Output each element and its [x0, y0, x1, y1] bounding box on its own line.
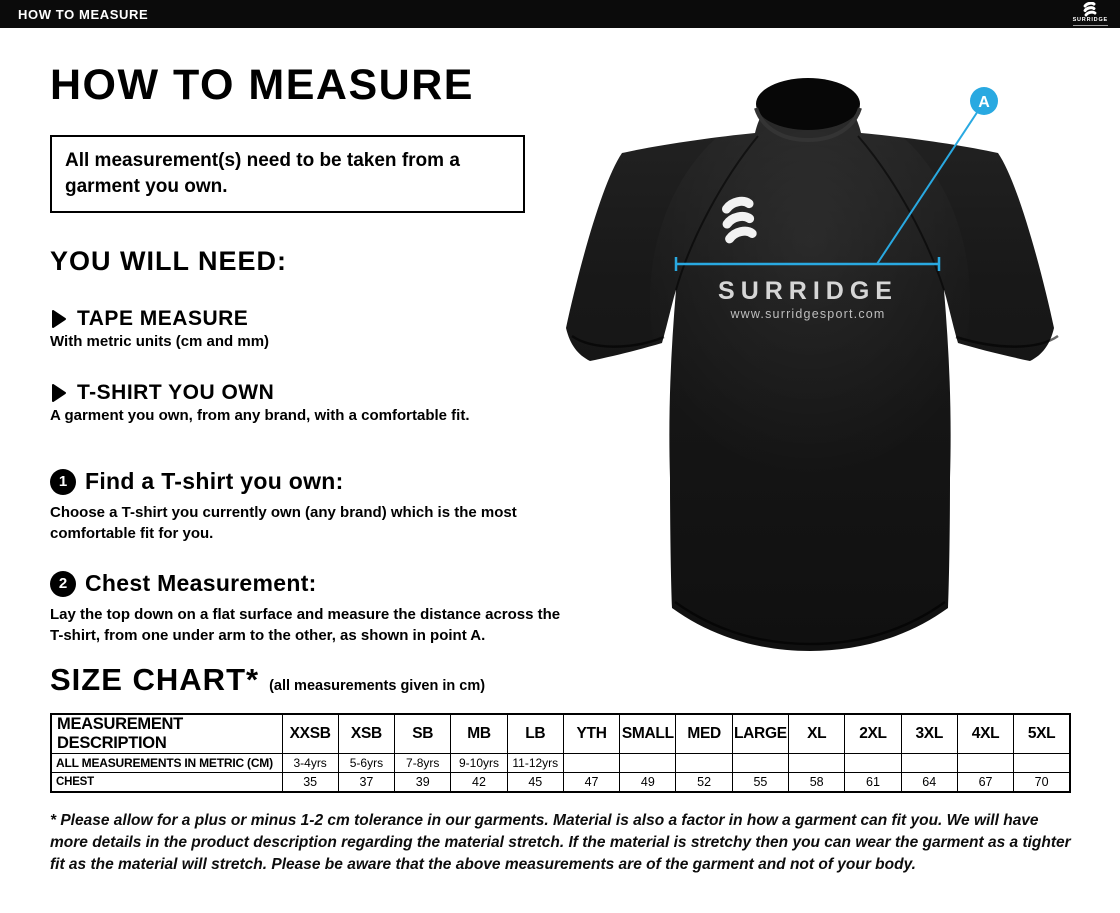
- need-item-description: A garment you own, from any brand, with a comfortable fit.: [50, 407, 470, 425]
- size-chart-table: [50, 713, 1071, 793]
- point-a-label: A: [978, 94, 990, 111]
- step-description: Lay the top down on a flat surface and measure the distance across the T-shirt, from one under arm to the other, as shown in point A.: [50, 606, 561, 645]
- collar-opening: [756, 78, 860, 130]
- size-value-cell: 3-4yrs: [282, 754, 338, 773]
- size-column-header: 3XL: [901, 714, 957, 754]
- size-value-cell: 42: [451, 773, 507, 792]
- size-value-cell: 49: [620, 773, 676, 792]
- size-value-cell: [1014, 754, 1070, 773]
- size-chart-heading: SIZE CHART*: [50, 662, 260, 697]
- size-value-cell: 58: [789, 773, 845, 792]
- step-number-badge: 1: [50, 469, 76, 495]
- surridge-logo-text: SURRIDGE: [1073, 18, 1108, 26]
- size-value-cell: [845, 754, 901, 773]
- size-value-cell: [789, 754, 845, 773]
- tshirt-illustration: [562, 50, 1068, 668]
- size-value-cell: 55: [732, 773, 788, 792]
- size-column-header: LB: [507, 714, 563, 754]
- need-item-tshirt: [50, 381, 575, 424]
- top-bar: [0, 0, 1120, 28]
- size-value-cell: 70: [1014, 773, 1070, 792]
- step-number-badge: 2: [50, 571, 76, 597]
- step-title: Chest Measurement:: [85, 570, 317, 597]
- size-value-cell: [732, 754, 788, 773]
- measurement-description-header: MEASUREMENT DESCRIPTION: [51, 714, 282, 754]
- table-header-row: [51, 714, 1070, 754]
- size-value-cell: 11-12yrs: [507, 754, 563, 773]
- size-value-cell: 45: [507, 773, 563, 792]
- size-column-header: XL: [789, 714, 845, 754]
- size-value-cell: [901, 754, 957, 773]
- top-bar-title: HOW TO MEASURE: [18, 6, 149, 22]
- need-item-description: With metric units (cm and mm): [50, 333, 270, 351]
- size-value-cell: 47: [563, 773, 619, 792]
- size-value-cell: 39: [395, 773, 451, 792]
- size-column-header: SMALL: [620, 714, 676, 754]
- size-value-cell: 52: [676, 773, 732, 792]
- need-item-tape-measure: [50, 307, 575, 350]
- size-column-header: XXSB: [282, 714, 338, 754]
- table-row: [51, 773, 1070, 792]
- size-chart-subheading: (all measurements given in cm): [269, 678, 486, 694]
- size-value-cell: 61: [845, 773, 901, 792]
- triangle-bullet-icon: [50, 383, 68, 403]
- size-chart-section: [50, 662, 1072, 793]
- size-value-cell: [676, 754, 732, 773]
- disclaimer-text: * Please allow for a plus or minus 1-2 cm tolerance in our garments. Material is also a factor in how a garment can fit you. We will have more details in the product description regarding the material stretch. If the material is stretchy then you can wear the garment as a tighter fit as the material will stretch. Please be aware that the above measurements are of the garment and not of your body.: [50, 812, 1071, 873]
- point-a-marker: [970, 87, 998, 115]
- size-column-header: YTH: [563, 714, 619, 754]
- size-value-cell: 9-10yrs: [451, 754, 507, 773]
- size-value-cell: 37: [338, 773, 394, 792]
- you-will-need-heading: YOU WILL NEED:: [50, 246, 288, 277]
- triangle-bullet-icon: [50, 309, 68, 329]
- size-value-cell: [620, 754, 676, 773]
- step-1: [50, 468, 575, 544]
- tshirt-measurement-diagram: [562, 50, 1068, 668]
- step-description: Choose a T-shirt you currently own (any brand) which is the most comfortable fit for you.: [50, 504, 517, 543]
- shirt-website: www.surridgesport.com: [730, 307, 886, 321]
- need-item-title: T-SHIRT YOU OWN: [77, 381, 275, 405]
- size-column-header: 4XL: [957, 714, 1013, 754]
- size-value-cell: 7-8yrs: [395, 754, 451, 773]
- size-column-header: MB: [451, 714, 507, 754]
- notice-box: [50, 135, 525, 213]
- size-value-cell: 5-6yrs: [338, 754, 394, 773]
- page-title: HOW TO MEASURE: [50, 61, 474, 109]
- notice-text: All measurement(s) need to be taken from a garment you own.: [65, 150, 460, 198]
- row-label: CHEST: [51, 773, 282, 792]
- need-item-title: TAPE MEASURE: [77, 307, 249, 331]
- size-value-cell: 35: [282, 773, 338, 792]
- size-column-header: MED: [676, 714, 732, 754]
- step-2: [50, 570, 575, 646]
- step-title: Find a T-shirt you own:: [85, 468, 344, 495]
- size-column-header: LARGE: [732, 714, 788, 754]
- shirt-wordmark: SURRIDGE: [718, 277, 898, 305]
- instructions-column: [50, 62, 575, 646]
- table-row: [51, 754, 1070, 773]
- row-label: ALL MEASUREMENTS IN METRIC (CM): [51, 754, 282, 773]
- surridge-logo: [1073, 2, 1112, 26]
- size-column-header: XSB: [338, 714, 394, 754]
- surridge-s-icon: [1083, 2, 1097, 17]
- size-value-cell: 64: [901, 773, 957, 792]
- size-value-cell: 67: [957, 773, 1013, 792]
- size-value-cell: [563, 754, 619, 773]
- size-column-header: SB: [395, 714, 451, 754]
- size-column-header: 2XL: [845, 714, 901, 754]
- size-value-cell: [957, 754, 1013, 773]
- size-column-header: 5XL: [1014, 714, 1070, 754]
